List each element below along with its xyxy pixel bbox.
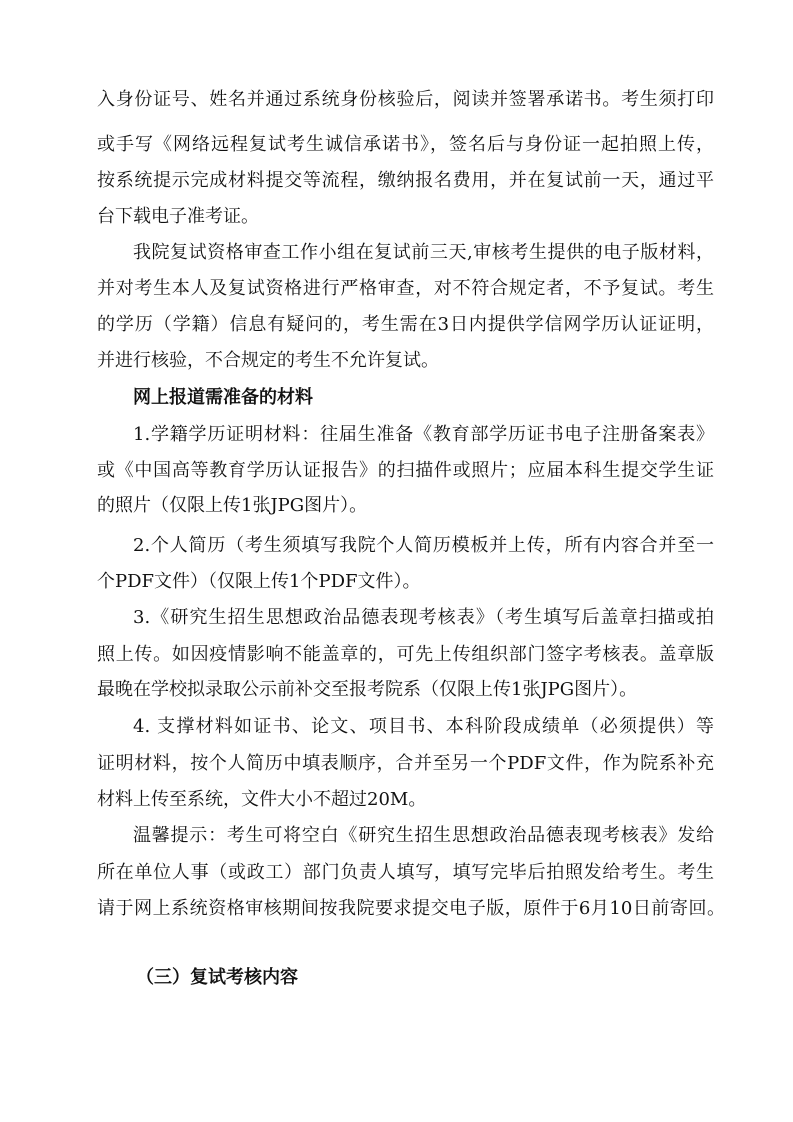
text-line: 3.《研究生招生思想政治品德表现考核表》（考生填写后盖章扫描或拍 [133, 607, 714, 628]
text-line: 的照片（仅限上传1张JPG图片）。 [97, 495, 368, 516]
section-heading: （三）复试考核内容 [136, 967, 298, 988]
text-line: 温馨提示：考生可将空白《研究生招生思想政治品德表现考核表》发给 [133, 825, 714, 846]
text-line: 我院复试资格审查工作小组在复试前三天,审核考生提供的电子版材料， [133, 242, 714, 263]
text-line: 证明材料，按个人简历中填表顺序，合并至另一个PDF文件，作为院系补充 [97, 753, 714, 774]
text-line: 按系统提示完成材料提交等流程，缴纳报名费用，并在复试前一天，通过平 [97, 170, 714, 191]
text-line: 材料上传至系统，文件大小不超过20M。 [97, 789, 427, 810]
text-line: 个PDF文件）（仅限上传1个PDF文件）。 [97, 571, 421, 592]
text-line: 1.学籍学历证明材料：往届生准备《教育部学历证书电子注册备案表》 [133, 424, 714, 445]
text-line: 2.个人简历（考生须填写我院个人简历模板并上传，所有内容合并至一 [133, 535, 714, 556]
text-line: 的学历（学籍）信息有疑问的，考生需在3日内提供学信网学历认证证明， [97, 314, 714, 335]
section-heading: 网上报道需准备的材料 [133, 387, 313, 408]
text-line: 并对考生本人及复试资格进行严格审查，对不符合规定者，不予复试。考生 [97, 278, 714, 299]
text-line: 所在单位人事（或政工）部门负责人填写，填写完毕后拍照发给考生。考生 [97, 862, 714, 883]
text-line: 请于网上系统资格审核期间按我院要求提交电子版，原件于6月10日前寄回。 [97, 898, 725, 919]
text-line: 照上传。如因疫情影响不能盖章的，可先上传组织部门签字考核表。盖章版 [97, 644, 714, 665]
text-line: 或手写《网络远程复试考生诚信承诺书》，签名后与身份证一起拍照上传， [97, 134, 714, 155]
text-line: 入身份证号、姓名并通过系统身份核验后，阅读并签署承诺书。考生须打印 [97, 89, 714, 110]
text-line: 4. 支撑材料如证书、论文、项目书、本科阶段成绩单（必须提供）等 [133, 716, 714, 737]
text-line: 最晚在学校拟录取公示前补交至报考院系（仅限上传1张JPG图片）。 [97, 679, 638, 700]
text-line: 并进行核验，不合规定的考生不允许复试。 [97, 350, 439, 371]
text-line: 或《中国高等教育学历认证报告》的扫描件或照片；应届本科生提交学生证 [97, 460, 714, 481]
text-line: 台下载电子准考证。 [97, 206, 259, 227]
